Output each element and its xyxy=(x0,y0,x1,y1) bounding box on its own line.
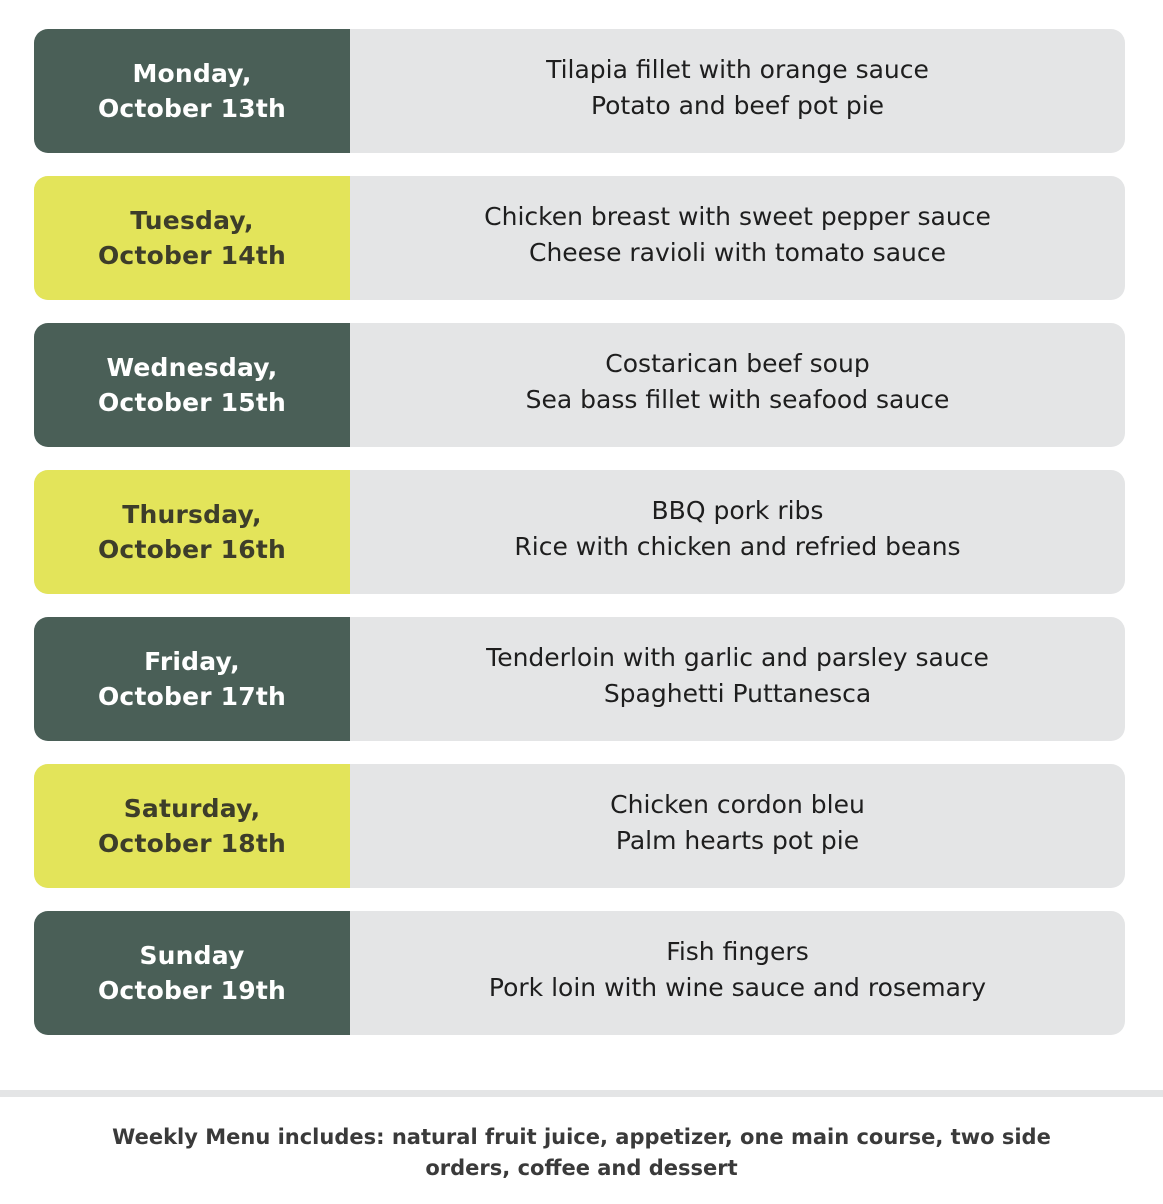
dish-item: Sea bass fillet with seafood sauce xyxy=(525,385,950,414)
day-date: October 18th xyxy=(97,829,287,858)
day-label xyxy=(34,29,350,153)
footer-divider xyxy=(0,1090,1163,1097)
day-label xyxy=(34,764,350,888)
menu-row-tuesday xyxy=(34,176,1125,300)
day-name: Tuesday, xyxy=(130,206,254,235)
dish-item: Spaghetti Puttanesca xyxy=(603,679,872,708)
dish-item: Rice with chicken and refried beans xyxy=(514,532,961,561)
dish-list xyxy=(350,29,1125,153)
dish-list xyxy=(350,617,1125,741)
day-name: Monday, xyxy=(132,59,252,88)
dish-item: Cheese ravioli with tomato sauce xyxy=(528,238,946,267)
dish-item: Tenderloin with garlic and parsley sauce xyxy=(486,643,989,672)
dish-item: Chicken breast with sweet pepper sauce xyxy=(484,202,991,231)
day-date: October 13th xyxy=(97,94,287,123)
menu-includes-note: Weekly Menu includes: natural fruit juice, appetizer, one main course, two side orders, coffee and dessert xyxy=(112,1125,1051,1180)
menu-row-sunday xyxy=(34,911,1125,1035)
day-name: Saturday, xyxy=(123,794,261,823)
day-name: Wednesday, xyxy=(106,353,278,382)
dish-list xyxy=(350,911,1125,1035)
dish-list xyxy=(350,176,1125,300)
day-date: October 16th xyxy=(97,535,287,564)
dish-item: Fish fingers xyxy=(666,937,809,966)
dish-item: Pork loin with wine sauce and rosemary xyxy=(488,973,987,1002)
menu-row-wednesday xyxy=(34,323,1125,447)
dish-item: Costarican beef soup xyxy=(605,349,870,378)
day-date: October 17th xyxy=(97,682,287,711)
day-name: Thursday, xyxy=(122,500,262,529)
day-date: October 14th xyxy=(97,241,287,270)
dish-item: Palm hearts pot pie xyxy=(615,826,860,855)
dish-list xyxy=(350,764,1125,888)
day-name: Friday, xyxy=(144,647,240,676)
menu-row-thursday xyxy=(34,470,1125,594)
weekly-menu-list xyxy=(34,29,1125,1058)
dish-item: Tilapia fillet with orange sauce xyxy=(546,55,929,84)
day-date: October 15th xyxy=(97,388,287,417)
day-label xyxy=(34,323,350,447)
day-name: Sunday xyxy=(139,941,245,970)
menu-row-friday xyxy=(34,617,1125,741)
dish-item: Chicken cordon bleu xyxy=(610,790,865,819)
day-label xyxy=(34,176,350,300)
dish-list xyxy=(350,470,1125,594)
menu-row-monday xyxy=(34,29,1125,153)
day-date: October 19th xyxy=(97,976,287,1005)
dish-item: Potato and beef pot pie xyxy=(590,91,885,120)
day-label xyxy=(34,470,350,594)
day-label xyxy=(34,617,350,741)
dish-list xyxy=(350,323,1125,447)
dish-item: BBQ pork ribs xyxy=(651,496,824,525)
menu-row-saturday xyxy=(34,764,1125,888)
day-label xyxy=(34,911,350,1035)
